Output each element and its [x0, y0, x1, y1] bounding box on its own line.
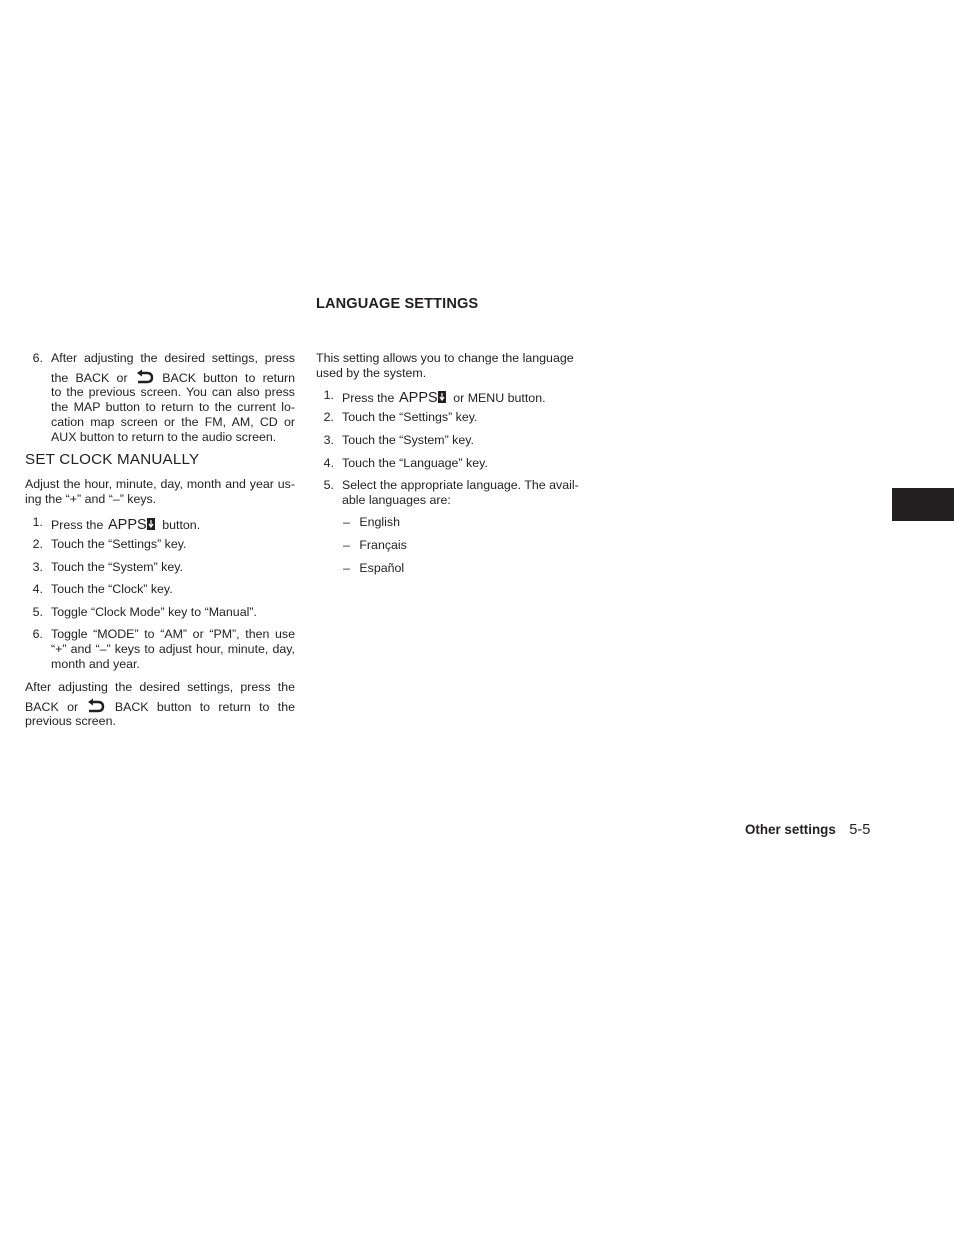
- page-footer: [745, 822, 870, 838]
- clock-intro-line: ing the “+” and “–” keys.: [25, 492, 157, 506]
- step-text: the MAP button to return to the current lo-: [51, 400, 295, 414]
- apps-icon-label: APPS: [107, 517, 147, 533]
- clock-intro: [25, 477, 295, 507]
- step-number: 3.: [32, 560, 43, 574]
- apps-button-icon: [398, 388, 450, 410]
- step-number: 2.: [323, 410, 334, 424]
- step-text: Touch the “Settings” key.: [342, 410, 478, 424]
- step-text: Select the appropriate language. The avail-: [342, 478, 579, 492]
- set-clock-heading: SET CLOCK MANUALLY: [25, 451, 200, 468]
- step-text: button.: [162, 518, 201, 532]
- step-text: the BACK or: [51, 371, 128, 385]
- closing-text-with-icon: [25, 698, 295, 714]
- language-step-5: [316, 478, 596, 510]
- clock-closing: [25, 680, 295, 729]
- language-intro-line: This setting allows you to change the language: [316, 351, 574, 365]
- language-name: Español: [359, 561, 405, 575]
- step-text: “+” and “–” keys to adjust hour, minute, day,: [51, 642, 295, 656]
- closing-text: After adjusting the desired settings, press the: [25, 680, 295, 694]
- footer-section-title: Other settings: [745, 822, 836, 837]
- step-number: 4.: [323, 456, 334, 470]
- step-text: Toggle “Clock Mode” key to “Manual”.: [51, 605, 257, 619]
- list-dash: –: [343, 561, 350, 575]
- language-intro-line: used by the system.: [316, 366, 427, 380]
- step-text: Touch the “System” key.: [342, 433, 474, 447]
- step-text: Toggle “MODE” to “AM” or “PM”, then use: [51, 627, 295, 641]
- language-name: English: [359, 515, 400, 529]
- step-text: Touch the “Language” key.: [342, 456, 488, 470]
- apps-icon-label: APPS: [398, 390, 438, 406]
- back-arrow-icon: [86, 698, 106, 714]
- language-list-item: [343, 515, 400, 530]
- step-text: cation map screen or the FM, AM, CD or: [51, 415, 295, 429]
- step-text: month and year.: [51, 657, 140, 671]
- clock-intro-line: Adjust the hour, minute, day, month and year us-: [25, 477, 295, 491]
- closing-text: BACK button to return to the: [114, 700, 296, 714]
- step-text: BACK button to return: [162, 371, 296, 385]
- section-tab-marker: [892, 488, 954, 521]
- step-text: After adjusting the desired settings, press: [51, 351, 295, 365]
- step-text: Touch the “Clock” key.: [51, 582, 173, 596]
- footer-page-number: 5-5: [849, 822, 871, 838]
- language-list-item: [343, 538, 407, 553]
- list-dash: –: [343, 538, 350, 552]
- step-text-with-icon: [51, 369, 295, 385]
- language-intro: [316, 351, 586, 381]
- step-text: AUX button to return to the audio screen.: [51, 430, 277, 444]
- step-number: 2.: [32, 537, 43, 551]
- step-text: or MENU button.: [453, 391, 546, 405]
- step-number: 5.: [323, 478, 334, 492]
- language-list-item: [343, 561, 404, 576]
- language-settings-heading: LANGUAGE SETTINGS: [316, 296, 479, 312]
- apps-button-icon: [107, 515, 159, 537]
- step-number: 1.: [32, 515, 43, 529]
- step-number: 5.: [32, 605, 43, 619]
- step-number: 6.: [32, 627, 43, 641]
- list-dash: –: [343, 515, 350, 529]
- step-text: able languages are:: [342, 493, 451, 507]
- language-name: Français: [359, 538, 407, 552]
- closing-text: previous screen.: [25, 714, 116, 728]
- step-text: Press the: [51, 518, 104, 532]
- back-arrow-icon: [135, 369, 155, 385]
- step-number: 1.: [323, 388, 334, 402]
- step-number: 6.: [32, 351, 43, 365]
- step-text: Touch the “System” key.: [51, 560, 183, 574]
- step-number: 4.: [32, 582, 43, 596]
- step-text: to the previous screen. You can also press: [51, 385, 295, 399]
- step-number: 3.: [323, 433, 334, 447]
- step-text: Touch the “Settings” key.: [51, 537, 187, 551]
- step-text: Press the: [342, 391, 395, 405]
- closing-text: BACK or: [25, 700, 79, 714]
- clock-step-6: [25, 627, 295, 673]
